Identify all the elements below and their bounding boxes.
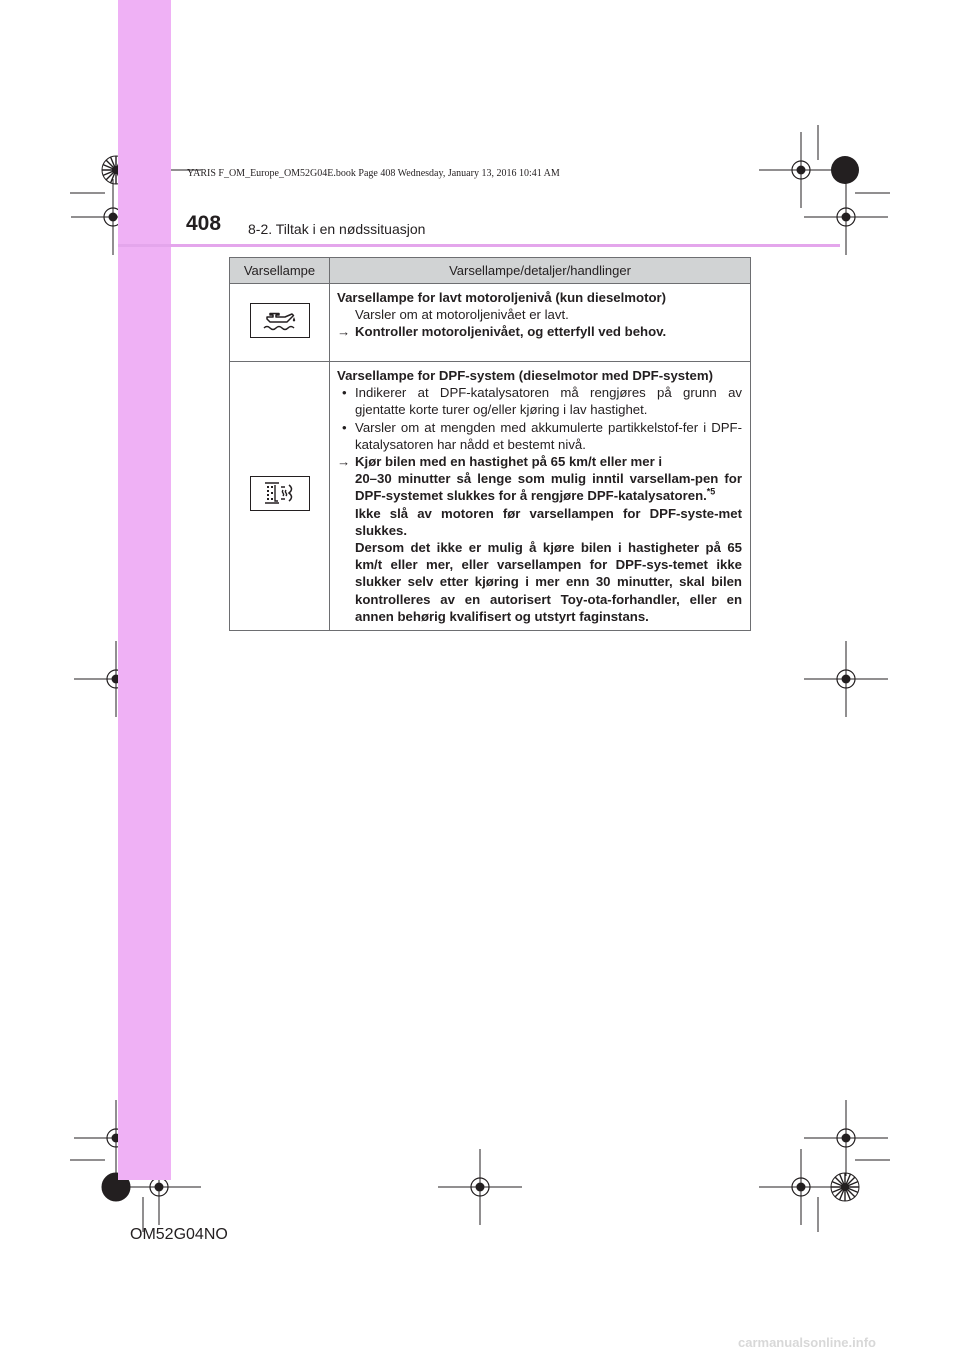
arrow-icon: → xyxy=(337,324,351,340)
arrow-icon: → xyxy=(337,454,351,470)
bullet-item: • Varsler om at mengden med akkumulerte partikkelstof-fer i DPF-katalysatoren har nådd et bestemt nivå. xyxy=(337,419,742,453)
dpf-system-icon xyxy=(250,476,310,511)
column-header-lamp: Varsellampe xyxy=(230,258,330,284)
oil-can-icon xyxy=(250,303,310,338)
section-title: 8-2. Tiltak i en nødssituasjon xyxy=(248,221,426,237)
row-description: Varsler om at motoroljenivået er lavt. xyxy=(355,307,569,323)
row-details xyxy=(330,362,751,631)
row-action-note: Dersom det ikke er mulig å kjøre bilen i hastigheter på 65 km/t eller mer, eller varsellampen for DPF-sys-temet ikke slukker selv etter kjøring i mer enn 30 minutter, skal bilen kontrolleres av en autorisert Toy-ota-forhandler, eller en annen behørig kvalifisert og utstyrt faginstans. xyxy=(355,540,742,624)
table-row xyxy=(230,284,751,362)
row-details xyxy=(330,284,751,362)
column-header-details: Varsellampe/detaljer/handlinger xyxy=(330,258,751,284)
table-row xyxy=(230,362,751,631)
document-code: OM52G04NO xyxy=(130,1226,228,1243)
row-action-rest: 20–30 minutter så lenge som mulig inntil varsellam-pen for DPF-systemet slukkes for å rengjøre DPF-katalysatoren. xyxy=(355,471,742,504)
warning-lights-table xyxy=(229,257,751,631)
bullet-item: • Indikerer at DPF-katalysatoren må rengjøres på grunn av gjentatte korte turer og/eller kjøring i lav hastighet. xyxy=(337,384,742,418)
header-rule xyxy=(118,244,840,247)
row-action xyxy=(337,453,742,505)
row-action-line1: Kjør bilen med en hastighet på 65 km/t eller mer i xyxy=(355,454,663,470)
row-action xyxy=(337,323,742,340)
book-print-info: YARIS F_OM_Europe_OM52G04E.book Page 408 Wednesday, January 13, 2016 10:41 AM xyxy=(187,168,560,179)
footnote-ref: *5 xyxy=(706,487,716,498)
lamp-cell xyxy=(230,284,330,362)
row-title: Varsellampe for lavt motoroljenivå (kun dieselmotor) xyxy=(337,290,667,305)
page-number: 408 xyxy=(186,212,222,235)
chapter-sidebar-tab xyxy=(118,0,171,1180)
row-title: Varsellampe for DPF-system (dieselmotor med DPF-system) xyxy=(337,368,713,383)
watermark: carmanualsonline.info xyxy=(738,1335,876,1350)
row-action-note: Ikke slå av motoren før varsellampen for DPF-syste-met slukkes. xyxy=(355,505,742,538)
row-action-text: Kontroller motoroljenivået, og etterfyll ved behov. xyxy=(355,324,667,340)
table-header-row xyxy=(230,258,751,284)
lamp-cell xyxy=(230,362,330,631)
